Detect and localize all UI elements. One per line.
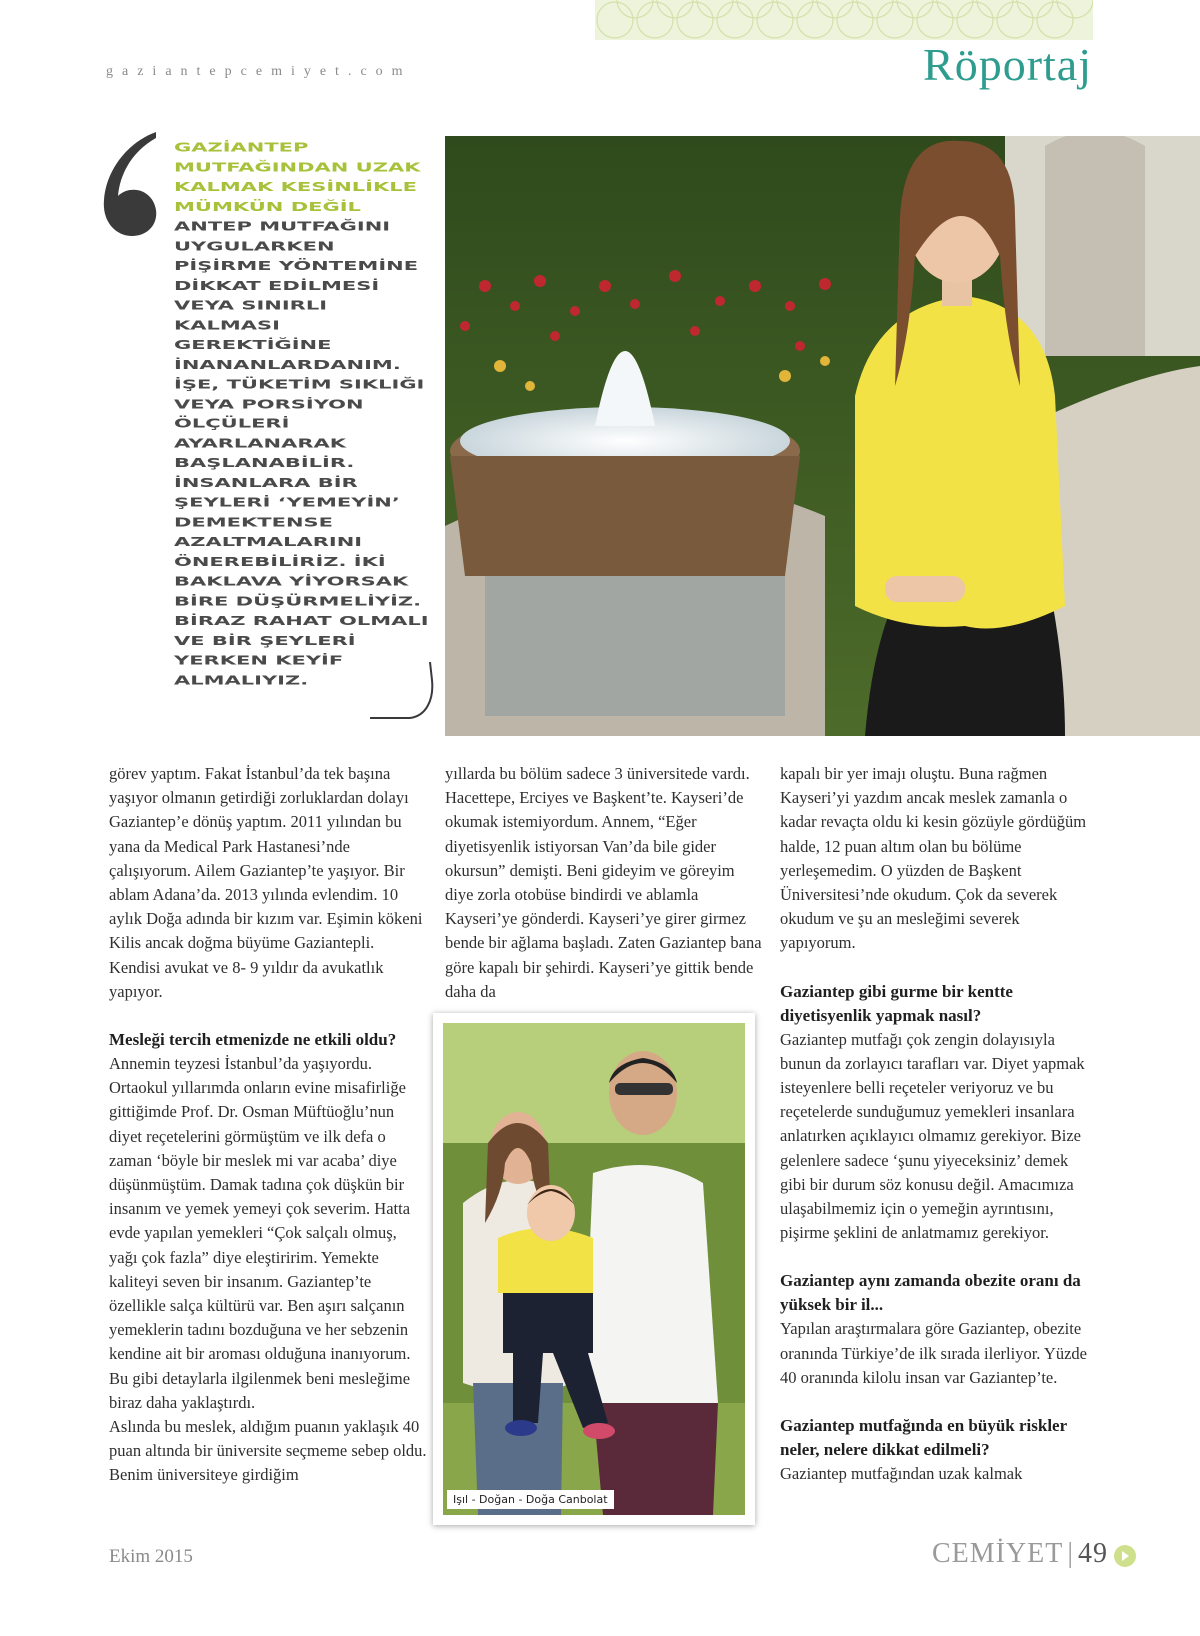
magazine-name: CEMİYET: [931, 1538, 1064, 1569]
next-arrow-icon: [1114, 1545, 1136, 1567]
question-heading: Gaziantep gibi gurme bir kentte diyetisyenlik yapmak nasıl?: [780, 981, 1013, 1025]
question-heading: Gaziantep mutfağında en büyük riskler neler, nelere dikkat edilmeli?: [780, 1416, 1067, 1460]
family-photo: [443, 1023, 745, 1515]
family-photo-frame: [433, 1013, 755, 1525]
photo-caption: Işıl - Doğan - Doğa Canbolat: [447, 1490, 614, 1509]
paragraph: Gaziantep mutfağından uzak kalmak: [780, 1464, 1023, 1484]
pull-quote-title: GAZİANTEP MUTFAĞINDAN UZAK KALMAK KESİNLİKLE MÜMKÜN DEĞİL: [174, 140, 421, 214]
article-column-2: [445, 762, 763, 1004]
quote-open-icon: [98, 130, 160, 245]
paragraph: Yapılan araştırmalara göre Gaziantep, obezite oranında Türkiye’de ilk sırada ilerliyor. Yüzde 40 oranında kilolu insan var Gaziantep’te.: [780, 1319, 1087, 1387]
paragraph: yıllarda bu bölüm sadece 3 üniversitede vardı. Hacettepe, Erciyes ve Başkent’te. Kayseri’de okumak istemiyordum. Annem, “Eğer diyetisyenlik istiyorsan Van’da bile gider okursun” demişti. Beni gideyim ve göreyim diye zorla otobüse bindirdi ve ablamla Kayseri’ye gönderdi. Kayseri’ye girer girmez bende bir ağlama başladı. Zaten Gaziantep bana göre kapalı bir şehirdi. Kayseri’ye gittik bende daha da: [445, 764, 762, 1001]
question-heading: Mesleği tercih etmenizde ne etkili oldu?: [109, 1030, 397, 1050]
site-url: gaziantepcemiyet.com: [106, 64, 412, 79]
magazine-footer: [932, 1538, 1108, 1570]
paragraph: görev yaptım. Fakat İstanbul’da tek başına yaşıyor olmanın getirdiği zorluklardan dolayı Gaziantep’e dönüş yaptım. 2011 yılından bu yana da Medical Park Hastanesi’nde çalışıyorum. Ailem Gaziantep’te yaşıyor. Bir ablam Adana’da. 2013 yılında evlendim. 10 aylık Doğa adında bir kızım var. Eşimin kökeni Kilis ancak doğma büyüme Gaziantepli. Kendisi avukat ve 8- 9 yıldır da avukatlık yapıyor.: [109, 764, 423, 1001]
paragraph: kapalı bir yer imajı oluştu. Buna rağmen Kayseri’yi yazdım ancak meslek zamanla o kadar revaçta oldu ki kesin gözüyle gördüğüm halde, 12 puan altım olan bu bölüme yerleşemedim. O yüzden de Başkent Üniversitesi’nde okudum. Çok da severek okudum ve şu an mesleğimi severek yapıyorum.: [780, 764, 1087, 953]
article-column-3: [780, 762, 1098, 1486]
header-pattern: [595, 0, 1093, 40]
page-number: 49: [1078, 1538, 1108, 1569]
section-title: Röportaj: [923, 39, 1092, 90]
paragraph: Aslında bu meslek, aldığım puanın yaklaşık 40 puan altında bir üniversite seçmeme sebep oldu. Benim üniversiteye girdiğim: [109, 1417, 427, 1485]
issue-date: Ekim 2015: [109, 1546, 193, 1567]
quote-close-icon: [370, 660, 440, 725]
pull-quote-body: ANTEP MUTFAĞINI UYGULARKEN PİŞİRME YÖNTEMİNE DİKKAT EDİLMESİ VEYA SINIRLI KALMASI GEREKTİĞİNE İNANANLARDANIM. İŞE, TÜKETİM SIKLIĞI VEYA PORSİYON ÖLÇÜLERİ AYARLANARAK BAŞLANABİLİR. İNSANLARA BİR ŞEYLERİ ‘YEMEYİN’ DEMEKTENSE AZALTMALARINI ÖNEREBİLİRİZ. İKİ BAKLAVA YİYORSAK BİRE DÜŞÜRMELİYİZ. BİRAZ RAHAT OLMALI VE BİR ŞEYLERİ YERKEN KEYİF ALMALIYIZ.: [174, 219, 429, 687]
pull-quote: [174, 138, 432, 690]
question-heading: Gaziantep aynı zamanda obezite oranı da yüksek bir il...: [780, 1271, 1081, 1315]
hero-photo: [445, 136, 1200, 736]
paragraph: Gaziantep mutfağı çok zengin dolayısıyla bunun da zorlayıcı tarafları var. Diyet yapmak isteyenlere belli reçeteler veriyoruz ve bu reçetelerde sunduğumuz yemekleri insanlara anlatırken açıklayıcı olmamız gerekiyor. Bize gelenlere sadece ‘şunu yiyeceksiniz’ demek gibi bir durum söz konusu değil. Amacımıza ulaşabilmemiz için o yemeğin ayrıntısını, pişirme şeklini de anlatmamız gerekiyor.: [780, 1029, 1085, 1243]
article-column-1: [109, 762, 427, 1488]
footer-separator: |: [1067, 1538, 1074, 1569]
paragraph: Annemin teyzesi İstanbul’da yaşıyordu. Ortaokul yıllarımda onların evine misafirliğe gittiğimde Prof. Dr. Osman Müftüoğlu’nun diyet reçetelerini görmüştüm ve ilk defa o zaman ‘böyle bir meslek mi var acaba’ diye düşünmüştüm. Damak tadına çok düşkün bir insanım ve yemek yemeyi çok severim. Hatta evde yapılan yemekleri “Çok salçalı olmuş, yağı çok fazla” diye eleştiririm. Yemekte kaliteyi seven bir insanım. Gaziantep’te özellikle salça kültürü var. Ben aşırı salçanın yemeklerin tadını bozduğuna ve her sebzenin kendine ait bir aroması olduğuna inanıyorum. Bu gibi detaylarla ilgilenmek beni mesleğime biraz daha yaklaştırdı.: [109, 1054, 411, 1412]
